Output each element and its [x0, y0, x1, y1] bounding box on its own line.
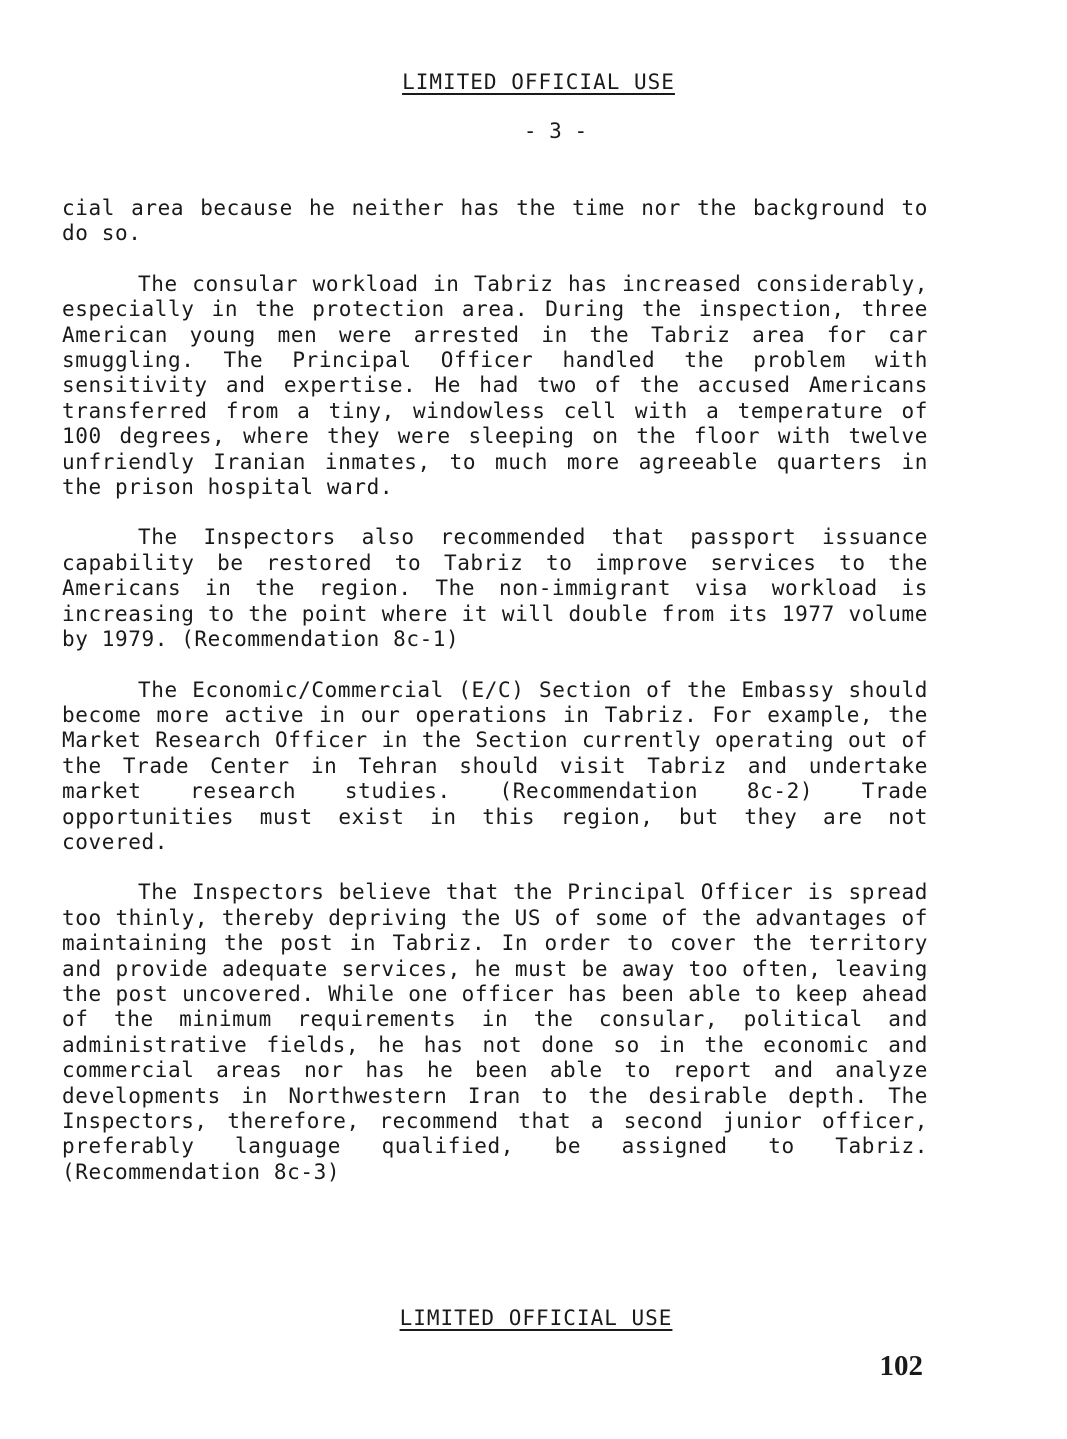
- body-text: [62, 196, 928, 1210]
- page-marker: - 3 -: [523, 119, 588, 143]
- classification-header-text: LIMITED OFFICIAL USE: [402, 70, 675, 94]
- classification-footer: [0, 1306, 1067, 1330]
- page-number: 102: [879, 1350, 923, 1382]
- classification-footer-text: LIMITED OFFICIAL USE: [399, 1306, 673, 1330]
- paragraph-principal-officer: The Inspectors believe that the Principal Officer is spread too thinly, thereby depriving the US of some of the advantages of maintaining the post in Tabriz. In order to cover the territory and provide adequate services, he must be away too often, leaving the post uncovered. While one officer has been able to keep ahead of the minimum requirements in the consular, political and administrative fields, he has not done so in the economic and commercial areas nor has he been able to report and analyze developments in Northwestern Iran to the desirable depth. The Inspectors, therefore, recommend that a second junior officer, preferably language qualified, be assigned to Tabriz. (Recommendation 8c-3): [62, 880, 928, 1184]
- paragraph-passport-issuance: The Inspectors also recommended that passport issuance capability be restored to Tabriz to improve services to the Americans in the region. The non-immigrant visa workload is increasing to the point where it will double from its 1977 volume by 1979. (Recommendation 8c-1): [62, 525, 928, 652]
- paragraph-consular-workload: The consular workload in Tabriz has increased considerably, especially in the protection area. During the inspection, three American young men were arrested in the Tabriz area for car smuggling. The Principal Officer handled the problem with sensitivity and expertise. He had two of the accused Americans transferred from a tiny, windowless cell with a temperature of 100 degrees, where they were sleeping on the floor with twelve unfriendly Iranian inmates, to much more agreeable quarters in the prison hospital ward.: [62, 271, 928, 500]
- paragraph-economic-commercial: The Economic/Commercial (E/C) Section of the Embassy should become more active in our operations in Tabriz. For example, the Market Research Officer in the Section currently operating out of the Trade Center in Tehran should visit Tabriz and undertake market research studies. (Recommendation 8c-2) Trade opportunities must exist in this region, but they are not covered.: [62, 677, 928, 854]
- paragraph-continuation: cial area because he neither has the time nor the background to do so.: [62, 196, 928, 246]
- classification-header: [0, 70, 1067, 94]
